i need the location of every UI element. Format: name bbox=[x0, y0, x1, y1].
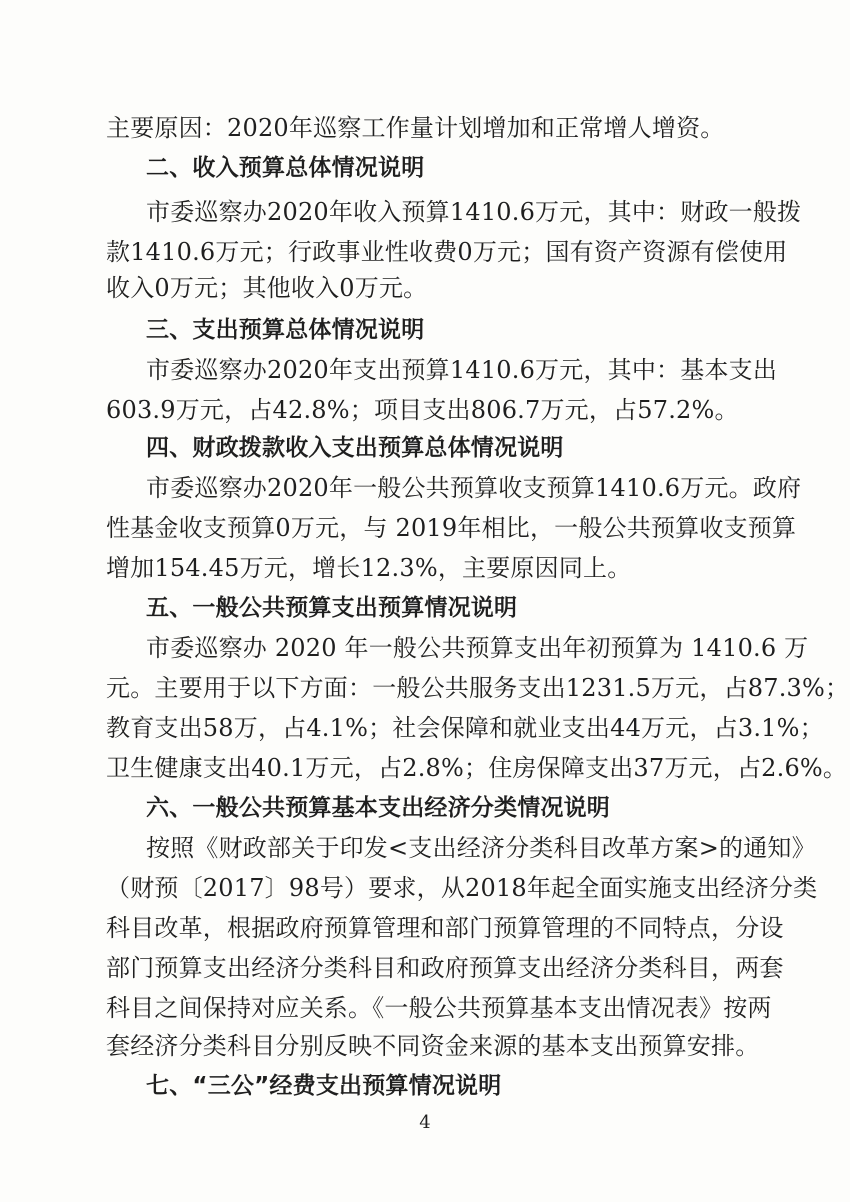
page-number: 4 bbox=[419, 1112, 431, 1133]
section-heading: 四、财政拨款收入支出预算总体情况说明 bbox=[146, 435, 564, 461]
text-line: 市委巡察办 2020 年一般公共预算支出年初预算为 1410.6 万 bbox=[146, 634, 809, 662]
text-line: 教育支出58万，占4.1%；社会保障和就业支出44万元，占3.1%； bbox=[106, 714, 824, 742]
section-heading: 七、“三公”经费支出预算情况说明 bbox=[146, 1073, 502, 1099]
text-line: 市委巡察办2020年收入预算1410.6万元，其中：财政一般拨 bbox=[146, 198, 802, 226]
section-heading: 三、支出预算总体情况说明 bbox=[146, 317, 425, 343]
text-line: 603.9万元，占42.8%；项目支出806.7万元，占57.2%。 bbox=[106, 396, 739, 424]
text-line: 主要原因：2020年巡察工作量计划增加和正常增人增资。 bbox=[106, 114, 725, 142]
text-line: 款1410.6万元；行政事业性收费0万元；国有资产资源有偿使用 bbox=[106, 238, 788, 266]
text-line: （财预〔2017〕98号）要求，从2018年起全面实施支出经济分类 bbox=[106, 874, 818, 902]
text-line: 收入0万元；其他收入0万元。 bbox=[106, 274, 428, 302]
text-line: 科目改革，根据政府预算管理和部门预算管理的不同特点，分设 bbox=[106, 914, 784, 942]
text-line: 增加154.45万元，增长12.3%，主要原因同上。 bbox=[106, 554, 632, 582]
section-heading: 二、收入预算总体情况说明 bbox=[146, 155, 425, 181]
text-line: 性基金收支预算0万元，与 2019年相比，一般公共预算收支预算 bbox=[106, 514, 797, 542]
text-line: 部门预算支出经济分类科目和政府预算支出经济分类科目，两套 bbox=[106, 954, 784, 982]
text-line: 市委巡察办2020年一般公共预算收支预算1410.6万元。政府 bbox=[146, 474, 802, 502]
section-heading: 五、一般公共预算支出预算情况说明 bbox=[146, 595, 518, 621]
text-line: 按照《财政部关于印发<支出经济分类科目改革方案>的通知》 bbox=[146, 834, 816, 862]
section-heading: 六、一般公共预算基本支出经济分类情况说明 bbox=[146, 795, 610, 821]
text-line: 套经济分类科目分别反映不同资金来源的基本支出预算安排。 bbox=[106, 1032, 760, 1060]
text-line: 市委巡察办2020年支出预算1410.6万元，其中：基本支出 bbox=[146, 356, 778, 384]
text-line: 卫生健康支出40.1万元，占2.8%；住房保障支出37万元，占2.6%。 bbox=[106, 754, 848, 782]
text-line: 元。主要用于以下方面：一般公共服务支出1231.5万元，占87.3%； bbox=[106, 674, 850, 702]
text-line: 科目之间保持对应关系。《一般公共预算基本支出情况表》按两 bbox=[106, 994, 772, 1022]
